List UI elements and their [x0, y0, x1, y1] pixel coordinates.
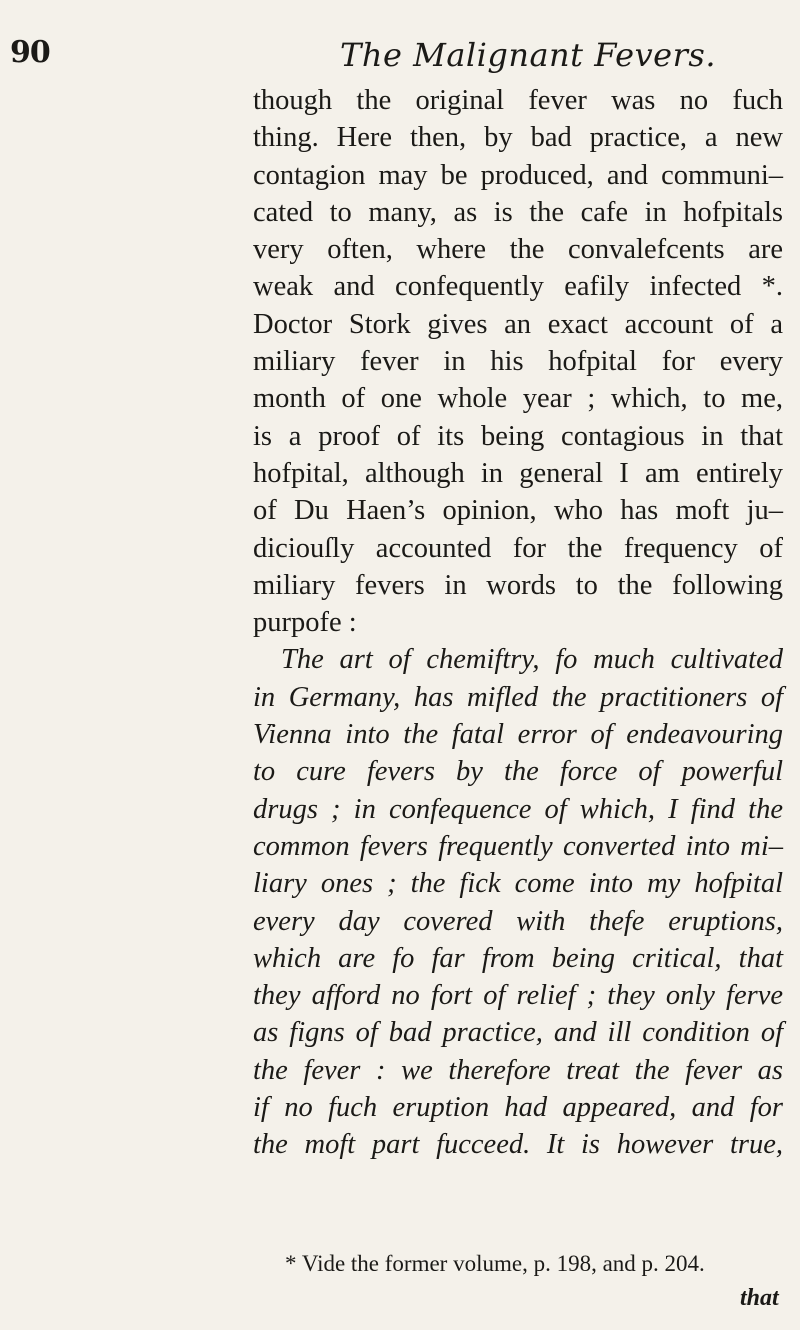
catchword: that — [740, 1285, 779, 1311]
text-line: very often, where the convalefcents are — [253, 234, 783, 266]
text-line: miliary fevers in words to the following — [253, 569, 783, 601]
quote-line: Vienna into the fatal error of endeavouring — [253, 719, 783, 751]
quote-line: as figns of bad practice, and ill condition of — [253, 1017, 783, 1049]
quote-line: to cure fevers by the force of powerful — [253, 756, 783, 788]
quote-line: liary ones ; the fick come into my hofpital — [253, 868, 783, 900]
quote-line: the fever : we therefore treat the fever as — [253, 1054, 783, 1086]
text-line: though the original fever was no fuch — [253, 85, 783, 116]
quote-line: they afford no fort of relief ; they only ferve — [253, 980, 783, 1012]
text-line: miliary fever in his hofpital for every — [253, 346, 783, 378]
quote-line: The art of chemiftry, fo much cultivated — [281, 644, 783, 676]
quote-line: the moft part fucceed. It is however true, — [253, 1129, 783, 1161]
quote-line: common fevers frequently converted into mi– — [253, 830, 783, 862]
quote-line: in Germany, has mifled the practitioners of — [253, 681, 783, 713]
page-number: 90 — [10, 35, 50, 70]
text-line: diciouſly accounted for the frequency of — [253, 532, 783, 564]
text-line: is a proof of its being contagious in that — [253, 420, 783, 452]
text-line: weak and confequently eafily infected *. — [253, 271, 783, 303]
text-line: cated to many, as is the cafe in hofpitals — [253, 196, 783, 228]
quote-line: which are fo far from being critical, that — [253, 942, 783, 974]
text-line: Doctor Stork gives an exact account of a — [253, 308, 783, 340]
footnote: * Vide the former volume, p. 198, and p. 204. — [285, 1251, 705, 1276]
text-line: contagion may be produced, and communi– — [253, 159, 783, 191]
quote-line: drugs ; in confequence of which, I find the — [253, 793, 783, 825]
text-line: purpofe : — [253, 607, 357, 639]
body-text — [253, 82, 783, 1164]
text-line: thing. Here then, by bad practice, a new — [253, 122, 783, 154]
quote-line: if no fuch eruption had appeared, and for — [253, 1092, 783, 1124]
text-line: month of one whole year ; which, to me, — [253, 383, 783, 415]
text-line: of Du Haen’s opinion, who has moft ju– — [253, 495, 783, 527]
text-line: hofpital, although in general I am entirely — [253, 457, 783, 489]
running-head: The Malignant Fevers. — [340, 36, 716, 74]
quote-line: every day covered with thefe eruptions, — [253, 905, 783, 937]
